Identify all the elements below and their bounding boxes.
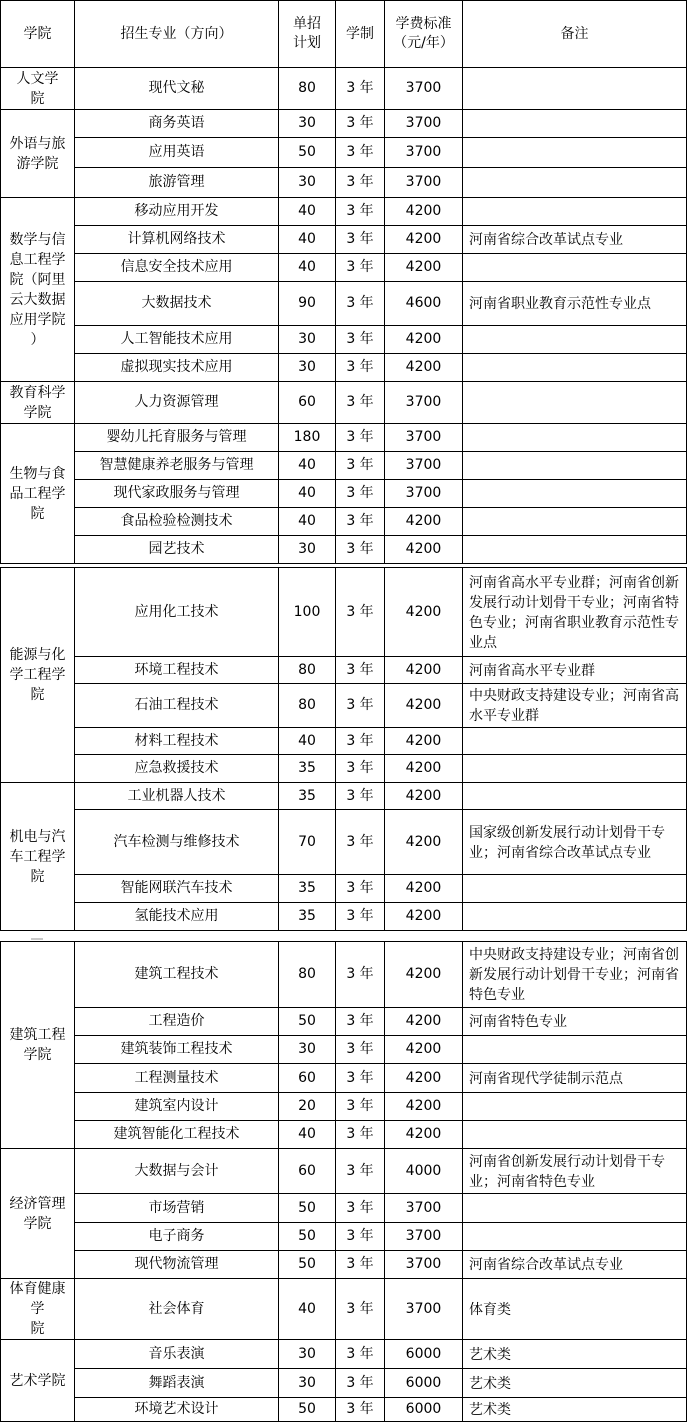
table-row: [1, 942, 687, 1008]
plan-cell: 30: [279, 168, 336, 198]
major-cell: 移动应用开发: [75, 198, 279, 226]
plan-cell: 80: [279, 942, 336, 1008]
tuition-cell: 4600: [385, 282, 463, 326]
tuition-cell: 3700: [385, 452, 463, 480]
college-cell: 教育科学 学院: [1, 382, 75, 424]
college-cell: 建筑工程 学院: [1, 942, 75, 1149]
tuition-cell: 6000: [385, 1340, 463, 1369]
college-cell: 能源与化 学工程学 院: [1, 568, 75, 783]
note-cell: [463, 354, 687, 382]
plan-cell: 40: [279, 226, 336, 254]
major-cell: 人力资源管理: [75, 382, 279, 424]
tuition-cell: 4200: [385, 1008, 463, 1036]
tuition-cell: 6000: [385, 1369, 463, 1398]
duration-cell: 3 年: [336, 508, 385, 536]
table-row: [1, 1340, 687, 1369]
table-row: [1, 810, 687, 875]
major-cell: 食品检验检测技术: [75, 508, 279, 536]
note-cell: [463, 382, 687, 424]
tuition-cell: 4200: [385, 1064, 463, 1093]
tuition-cell: 4200: [385, 1093, 463, 1121]
major-cell: 音乐表演: [75, 1340, 279, 1369]
major-cell: 建筑室内设计: [75, 1093, 279, 1121]
duration-cell: 3 年: [336, 326, 385, 354]
major-cell: 汽车检测与维修技术: [75, 810, 279, 875]
plan-cell: 30: [279, 1340, 336, 1369]
note-cell: 艺术类: [463, 1340, 687, 1369]
plan-cell: 35: [279, 783, 336, 810]
note-cell: [463, 110, 687, 138]
plan-cell: 30: [279, 536, 336, 564]
note-cell: [463, 755, 687, 783]
table-section-1: [0, 0, 687, 564]
major-cell: 现代物流管理: [75, 1251, 279, 1279]
note-cell: 艺术类: [463, 1369, 687, 1398]
duration-cell: 3 年: [336, 1194, 385, 1223]
major-cell: 工程造价: [75, 1008, 279, 1036]
college-cell: 人文学 院: [1, 68, 75, 110]
plan-cell: 50: [279, 1008, 336, 1036]
duration-cell: 3 年: [336, 282, 385, 326]
major-cell: 建筑智能化工程技术: [75, 1121, 279, 1149]
duration-cell: 3 年: [336, 657, 385, 684]
plan-cell: 30: [279, 1036, 336, 1064]
duration-cell: 3 年: [336, 1223, 385, 1251]
note-cell: [463, 1093, 687, 1121]
duration-cell: 3 年: [336, 1279, 385, 1340]
plan-cell: 40: [279, 452, 336, 480]
plan-cell: 50: [279, 138, 336, 168]
plan-cell: 50: [279, 1223, 336, 1251]
plan-cell: 40: [279, 508, 336, 536]
tuition-cell: 3700: [385, 424, 463, 452]
note-cell: [463, 508, 687, 536]
duration-cell: 3 年: [336, 1008, 385, 1036]
tuition-cell: 4200: [385, 728, 463, 755]
table-row: [1, 1223, 687, 1251]
note-cell: 河南省高水平专业群；河南省创新发展行动计划骨干专业；河南省特色专业；河南省职业教育示范性专业点: [463, 568, 687, 657]
table-row: [1, 480, 687, 508]
table-row: [1, 728, 687, 755]
duration-cell: 3 年: [336, 942, 385, 1008]
table-row: [1, 1251, 687, 1279]
duration-cell: 3 年: [336, 1149, 385, 1194]
major-cell: 现代文秘: [75, 68, 279, 110]
duration-cell: 3 年: [336, 1121, 385, 1149]
note-cell: [463, 1223, 687, 1251]
table-row: [1, 684, 687, 728]
duration-cell: 3 年: [336, 68, 385, 110]
header-duration: 学制: [336, 1, 385, 68]
plan-cell: 40: [279, 254, 336, 282]
table-row: [1, 382, 687, 424]
duration-cell: 3 年: [336, 110, 385, 138]
plan-cell: 30: [279, 326, 336, 354]
tuition-cell: 4200: [385, 198, 463, 226]
plan-cell: 90: [279, 282, 336, 326]
major-cell: 商务英语: [75, 110, 279, 138]
plan-cell: 40: [279, 198, 336, 226]
table-row: [1, 1008, 687, 1036]
tuition-cell: 4200: [385, 684, 463, 728]
table-row: [1, 1036, 687, 1064]
plan-cell: 30: [279, 110, 336, 138]
major-cell: 石油工程技术: [75, 684, 279, 728]
plan-cell: 50: [279, 1194, 336, 1223]
tuition-cell: 4200: [385, 903, 463, 931]
major-cell: 计算机网络技术: [75, 226, 279, 254]
major-cell: 环境工程技术: [75, 657, 279, 684]
note-cell: 河南省特色专业: [463, 1008, 687, 1036]
table-header-row: [1, 1, 687, 68]
duration-cell: 3 年: [336, 755, 385, 783]
table-row: [1, 508, 687, 536]
plan-cell: 60: [279, 382, 336, 424]
table-row: [1, 198, 687, 226]
tuition-cell: 3700: [385, 1251, 463, 1279]
header-tuition: 学费标准（元/年）: [385, 1, 463, 68]
table-row: [1, 875, 687, 903]
tuition-cell: 6000: [385, 1398, 463, 1422]
note-cell: [463, 783, 687, 810]
table-row: [1, 903, 687, 931]
tuition-cell: 4200: [385, 942, 463, 1008]
duration-cell: 3 年: [336, 783, 385, 810]
note-cell: [463, 875, 687, 903]
major-cell: 婴幼儿托育服务与管理: [75, 424, 279, 452]
duration-cell: 3 年: [336, 684, 385, 728]
table-row: [1, 1369, 687, 1398]
duration-cell: 3 年: [336, 1036, 385, 1064]
plan-cell: 60: [279, 1149, 336, 1194]
major-cell: 工程测量技术: [75, 1064, 279, 1093]
major-cell: 智能网联汽车技术: [75, 875, 279, 903]
major-cell: 市场营销: [75, 1194, 279, 1223]
major-cell: 氢能技术应用: [75, 903, 279, 931]
table-row: [1, 1398, 687, 1422]
tuition-cell: 3700: [385, 110, 463, 138]
table-row: [1, 282, 687, 326]
header-college: 学院: [1, 1, 75, 68]
tuition-cell: 4200: [385, 536, 463, 564]
plan-cell: 50: [279, 1398, 336, 1422]
duration-cell: 3 年: [336, 810, 385, 875]
tuition-cell: 4200: [385, 508, 463, 536]
plan-cell: 40: [279, 1279, 336, 1340]
table-row: [1, 1194, 687, 1223]
major-cell: 材料工程技术: [75, 728, 279, 755]
tuition-cell: 3700: [385, 1223, 463, 1251]
note-cell: [463, 326, 687, 354]
duration-cell: 3 年: [336, 254, 385, 282]
note-cell: [463, 68, 687, 110]
table-row: [1, 452, 687, 480]
plan-cell: 35: [279, 903, 336, 931]
major-cell: 大数据与会计: [75, 1149, 279, 1194]
note-cell: 河南省综合改革试点专业: [463, 226, 687, 254]
note-cell: 体育类: [463, 1279, 687, 1340]
duration-cell: 3 年: [336, 1251, 385, 1279]
duration-cell: 3 年: [336, 424, 385, 452]
tuition-cell: 3700: [385, 1194, 463, 1223]
college-cell: 经济管理 学院: [1, 1149, 75, 1279]
table-row: [1, 536, 687, 564]
table-row: [1, 568, 687, 657]
duration-cell: 3 年: [336, 568, 385, 657]
table-row: [1, 1093, 687, 1121]
duration-cell: 3 年: [336, 452, 385, 480]
table-row: [1, 326, 687, 354]
major-cell: 电子商务: [75, 1223, 279, 1251]
tuition-cell: 4200: [385, 810, 463, 875]
tuition-cell: 4000: [385, 1149, 463, 1194]
tuition-cell: 4200: [385, 326, 463, 354]
note-cell: [463, 1121, 687, 1149]
major-cell: 社会体育: [75, 1279, 279, 1340]
duration-cell: 3 年: [336, 480, 385, 508]
major-cell: 大数据技术: [75, 282, 279, 326]
table-row: [1, 168, 687, 198]
duration-cell: 3 年: [336, 382, 385, 424]
tuition-cell: 4200: [385, 755, 463, 783]
note-cell: 河南省现代学徒制示范点: [463, 1064, 687, 1093]
plan-cell: 180: [279, 424, 336, 452]
table-row: [1, 783, 687, 810]
header-plan: 单招计划: [279, 1, 336, 68]
duration-cell: 3 年: [336, 354, 385, 382]
table-row: [1, 110, 687, 138]
major-cell: 智慧健康养老服务与管理: [75, 452, 279, 480]
major-cell: 工业机器人技术: [75, 783, 279, 810]
table-row: [1, 354, 687, 382]
note-cell: [463, 198, 687, 226]
duration-cell: 3 年: [336, 875, 385, 903]
note-cell: 河南省综合改革试点专业: [463, 1251, 687, 1279]
plan-cell: 30: [279, 1369, 336, 1398]
note-cell: [463, 168, 687, 198]
duration-cell: 3 年: [336, 138, 385, 168]
duration-cell: 3 年: [336, 728, 385, 755]
plan-cell: 40: [279, 1121, 336, 1149]
note-cell: [463, 903, 687, 931]
table-row: [1, 657, 687, 684]
plan-cell: 50: [279, 1251, 336, 1279]
table-row: [1, 254, 687, 282]
note-cell: [463, 1036, 687, 1064]
college-cell: 体育健康学 院: [1, 1279, 75, 1340]
tuition-cell: 4200: [385, 1036, 463, 1064]
plan-cell: 80: [279, 68, 336, 110]
plan-cell: 30: [279, 354, 336, 382]
plan-cell: 70: [279, 810, 336, 875]
note-cell: 国家级创新发展行动计划骨干专业；河南省综合改革试点专业: [463, 810, 687, 875]
tuition-cell: 4200: [385, 568, 463, 657]
major-cell: 人工智能技术应用: [75, 326, 279, 354]
note-cell: 河南省职业教育示范性专业点: [463, 282, 687, 326]
major-cell: 旅游管理: [75, 168, 279, 198]
table-section-2: [0, 567, 687, 931]
tuition-cell: 3700: [385, 480, 463, 508]
table-row: [1, 1149, 687, 1194]
duration-cell: 3 年: [336, 903, 385, 931]
note-cell: 中央财政支持建设专业；河南省创新发展行动计划骨干专业；河南省特色专业: [463, 942, 687, 1008]
tuition-cell: 3700: [385, 138, 463, 168]
note-cell: [463, 480, 687, 508]
major-cell: 建筑装饰工程技术: [75, 1036, 279, 1064]
duration-cell: 3 年: [336, 226, 385, 254]
major-cell: 应用英语: [75, 138, 279, 168]
table-row: [1, 755, 687, 783]
duration-cell: 3 年: [336, 1340, 385, 1369]
duration-cell: 3 年: [336, 1093, 385, 1121]
major-cell: 建筑工程技术: [75, 942, 279, 1008]
table-row: [1, 424, 687, 452]
plan-cell: 80: [279, 657, 336, 684]
tuition-cell: 4200: [385, 354, 463, 382]
note-cell: 中央财政支持建设专业；河南省高水平专业群: [463, 684, 687, 728]
note-cell: [463, 424, 687, 452]
header-note: 备注: [463, 1, 687, 68]
plan-cell: 100: [279, 568, 336, 657]
major-cell: 虚拟现实技术应用: [75, 354, 279, 382]
tuition-cell: 3700: [385, 68, 463, 110]
plan-cell: 60: [279, 1064, 336, 1093]
major-cell: 舞蹈表演: [75, 1369, 279, 1398]
note-cell: [463, 728, 687, 755]
plan-cell: 80: [279, 684, 336, 728]
note-cell: [463, 536, 687, 564]
tuition-cell: 4200: [385, 783, 463, 810]
page-break-mark: [31, 938, 43, 940]
duration-cell: 3 年: [336, 536, 385, 564]
note-cell: 艺术类: [463, 1398, 687, 1422]
table-section-3: [0, 941, 687, 1422]
tuition-cell: 4200: [385, 1121, 463, 1149]
tuition-cell: 4200: [385, 226, 463, 254]
note-cell: [463, 254, 687, 282]
plan-cell: 35: [279, 755, 336, 783]
tuition-cell: 3700: [385, 382, 463, 424]
duration-cell: 3 年: [336, 1398, 385, 1422]
table-row: [1, 1279, 687, 1340]
header-major: 招生专业（方向）: [75, 1, 279, 68]
table-row: [1, 1121, 687, 1149]
college-cell: 艺术学院: [1, 1340, 75, 1422]
duration-cell: 3 年: [336, 1064, 385, 1093]
tuition-cell: 3700: [385, 1279, 463, 1340]
plan-cell: 40: [279, 480, 336, 508]
duration-cell: 3 年: [336, 168, 385, 198]
duration-cell: 3 年: [336, 1369, 385, 1398]
tuition-cell: 4200: [385, 657, 463, 684]
major-cell: 应急救援技术: [75, 755, 279, 783]
table-row: [1, 226, 687, 254]
note-cell: [463, 452, 687, 480]
tuition-cell: 3700: [385, 168, 463, 198]
note-cell: [463, 138, 687, 168]
duration-cell: 3 年: [336, 198, 385, 226]
note-cell: 河南省高水平专业群: [463, 657, 687, 684]
table-row: [1, 68, 687, 110]
major-cell: 现代家政服务与管理: [75, 480, 279, 508]
college-cell: 生物与食 品工程学 院: [1, 424, 75, 564]
plan-cell: 35: [279, 875, 336, 903]
tuition-cell: 4200: [385, 875, 463, 903]
major-cell: 园艺技术: [75, 536, 279, 564]
tuition-cell: 4200: [385, 254, 463, 282]
plan-cell: 40: [279, 728, 336, 755]
note-cell: [463, 1194, 687, 1223]
table-row: [1, 1064, 687, 1093]
college-cell: 外语与旅 游学院: [1, 110, 75, 198]
table-row: [1, 138, 687, 168]
college-cell: 数学与信 息工程学 院（阿里 云大数据 应用学院 ）: [1, 198, 75, 382]
major-cell: 应用化工技术: [75, 568, 279, 657]
note-cell: 河南省创新发展行动计划骨干专业；河南省特色专业: [463, 1149, 687, 1194]
plan-cell: 20: [279, 1093, 336, 1121]
college-cell: 机电与汽 车工程学 院: [1, 783, 75, 931]
major-cell: 环境艺术设计: [75, 1398, 279, 1422]
major-cell: 信息安全技术应用: [75, 254, 279, 282]
